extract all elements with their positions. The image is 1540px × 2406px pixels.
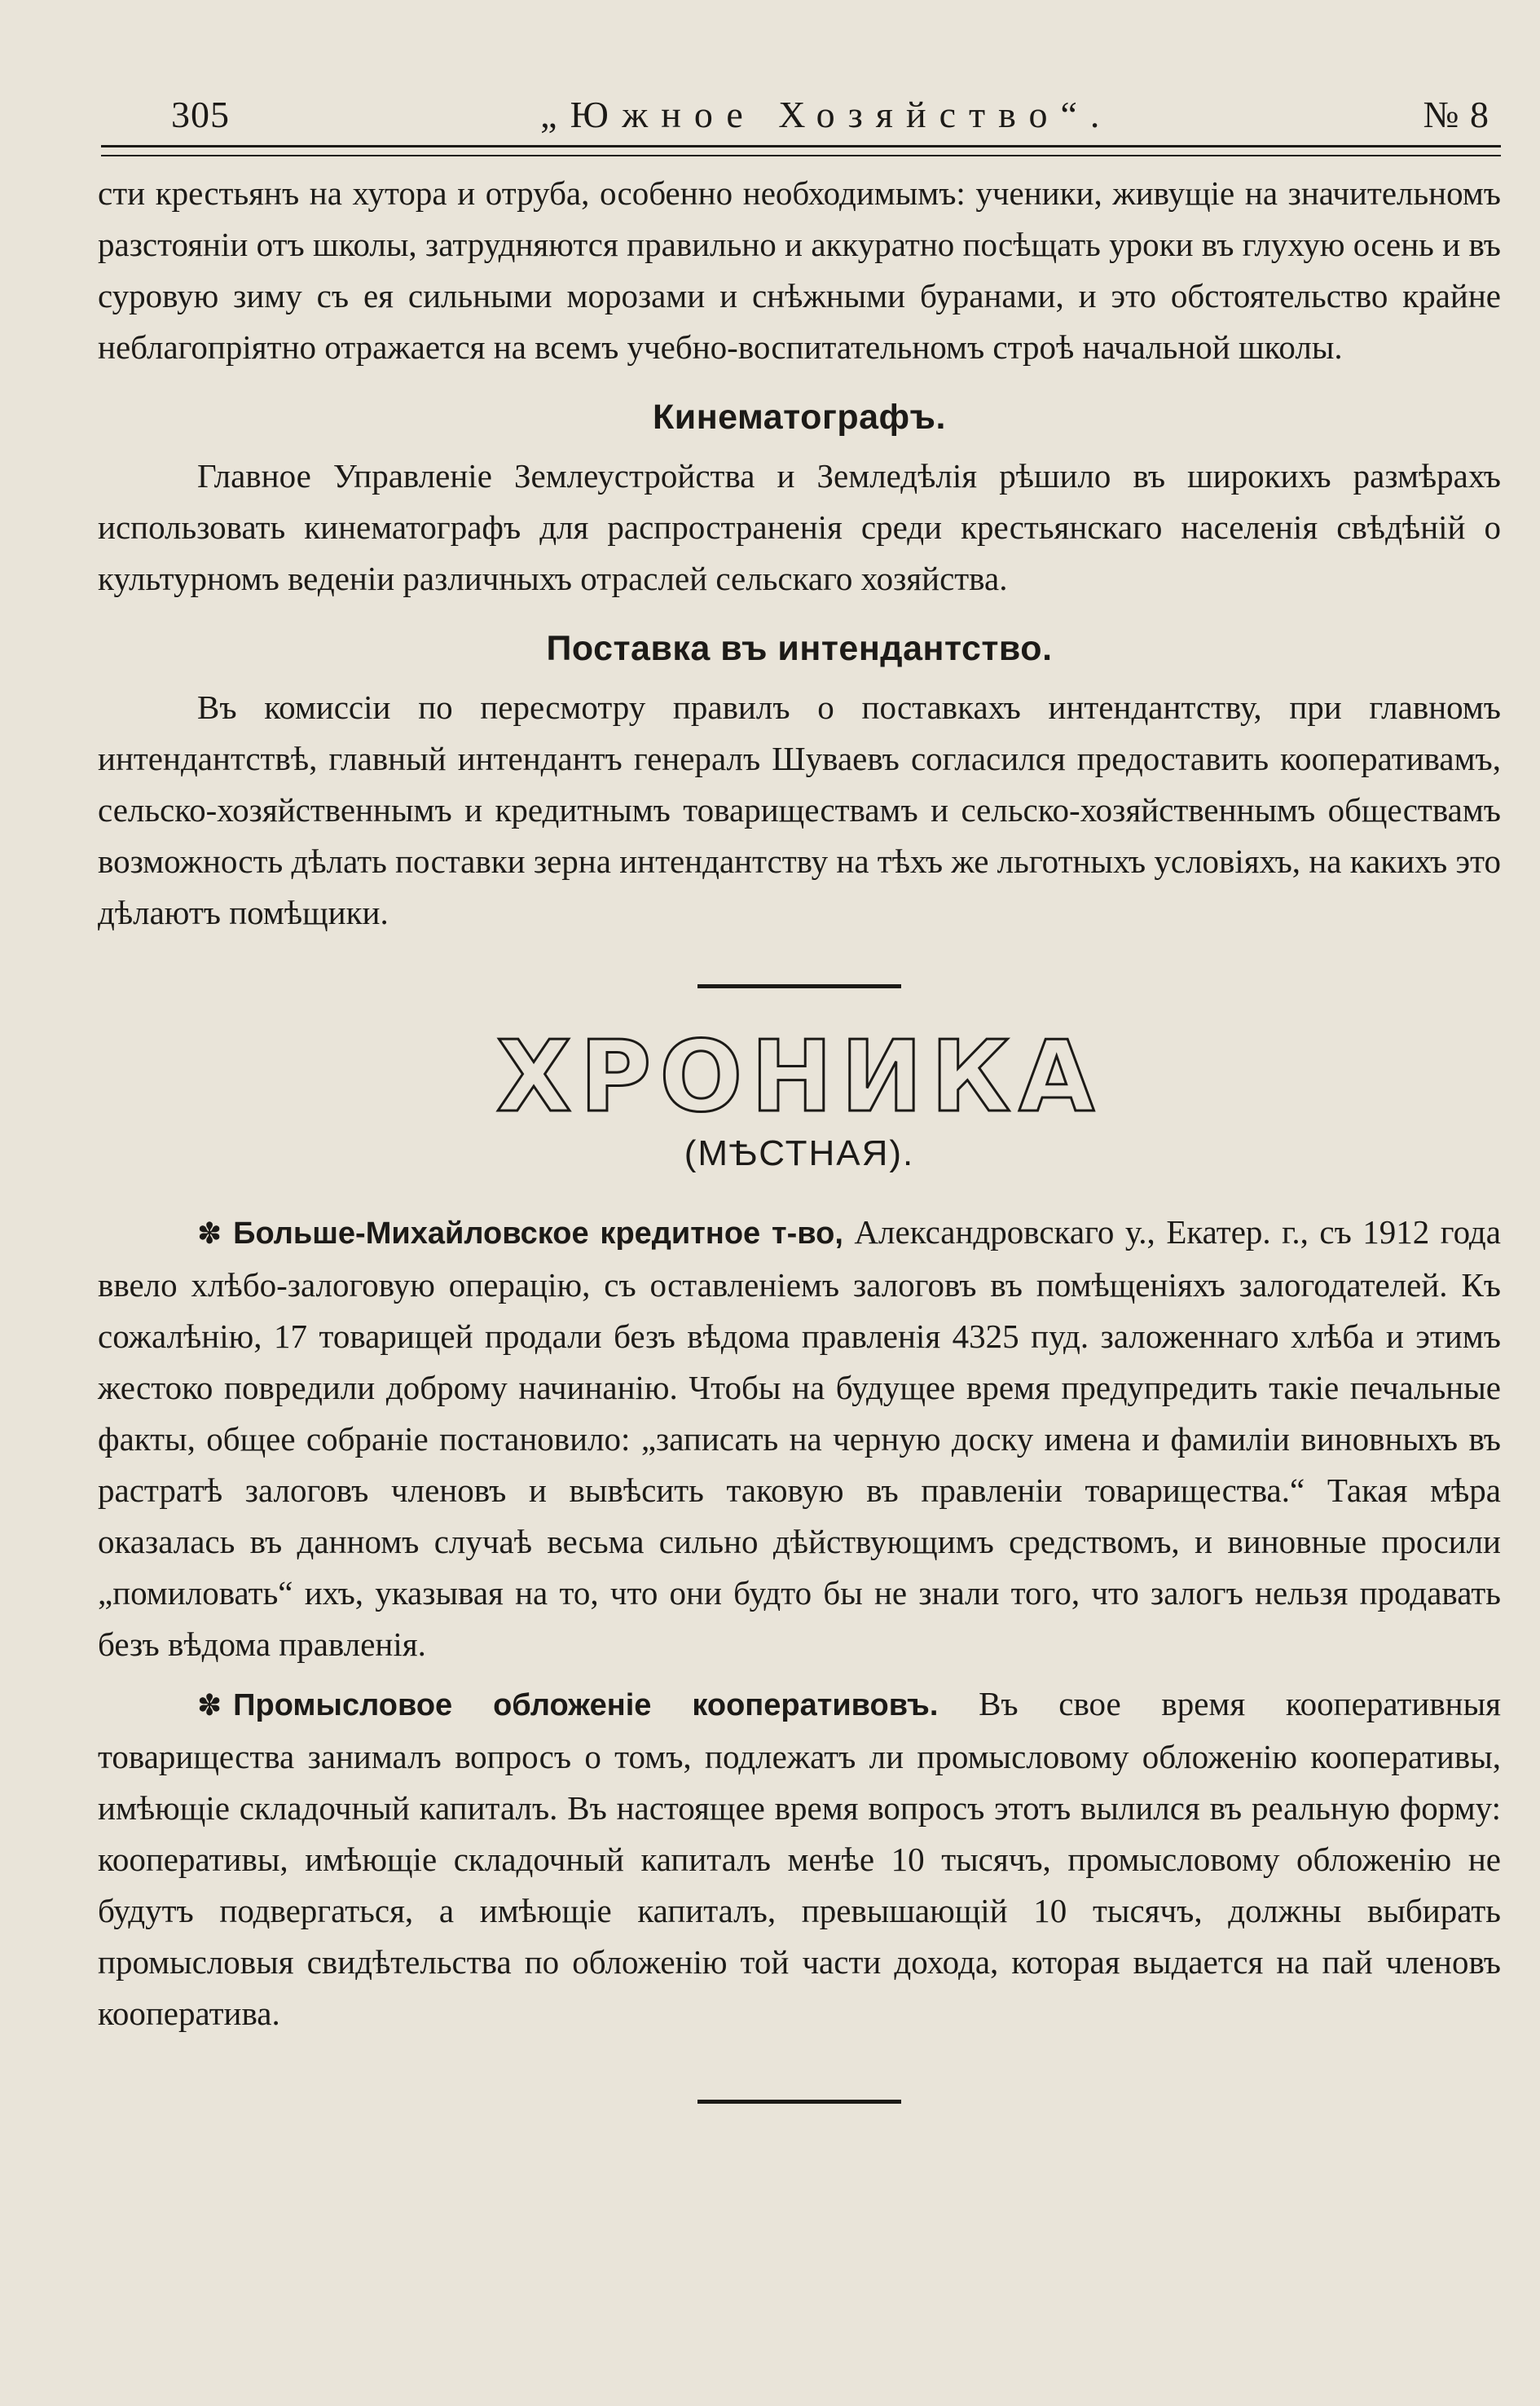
asterism-icon: ✽ <box>197 1217 222 1250</box>
end-divider <box>697 2100 901 2104</box>
news-item <box>98 1207 1501 1670</box>
chronicle-heading: ХРОНИКА <box>495 1021 1103 1134</box>
running-header <box>98 96 1501 134</box>
chronicle-subheading: (МѢСТНАЯ). <box>684 1133 915 1173</box>
section-body-cinema <box>98 451 1501 605</box>
journal-title: „Южное Хозяйство“. <box>540 94 1113 135</box>
continued-paragraph <box>98 168 1501 373</box>
news-item <box>98 1678 1501 2039</box>
section-divider <box>697 984 901 988</box>
news-item-paragraph <box>98 1678 1501 2039</box>
section-body-supply <box>98 682 1501 939</box>
asterism-icon: ✽ <box>197 1689 222 1722</box>
section-title-cinema: Кинематографъ. <box>653 398 946 437</box>
news-item-text: Въ свое время кооперативныя товарищества занималъ вопросъ о томъ, подлежатъ ли промысловому обложенію кооперативы, имѣющіе складочный капиталъ. Въ настоящее время вопросъ этотъ вылился въ реальную форму: кооперативы, имѣющіе складочный капиталъ менѣе 10 тысячъ, промысловому обложенію не будутъ подвергаться, а имѣющіе капиталъ, превышающій 10 тысячъ, должны выбирать промысловыя свидѣтельства по обложенію той части дохода, которая выдается на пай членовъ кооператива. <box>98 1685 1502 2032</box>
news-item-heading: Промысловое обложеніе кооперативовъ. <box>233 1688 939 1722</box>
news-item-text: Александровскаго у., Екатер. г., съ 1912 года ввело хлѣбо-залоговую операцію, съ оставленіемъ залоговъ въ помѣщеніяхъ залогодателей. Къ сожалѣнію, 17 товарищей продали безъ вѣдома правленія 4325 пуд. заложеннаго хлѣба и этимъ жестоко повредили доброму начинанію. Чтобы на будущее время предупредить такіе печальные факты, общее собраніе постановило: „записать на черную доску имена и фамиліи виновныхъ въ растратѣ залоговъ членовъ и вывѣсить таковую въ правленіи товарищества.“ Такая мѣра оказалась въ данномъ случаѣ весьма сильно дѣйствующимъ средствомъ, и виновные просили „помиловать“ ихъ, указывая на то, что они будто бы не знали того, что залогъ нельзя продавать безъ вѣдома правленія. <box>98 1213 1501 1663</box>
header-rule <box>101 145 1501 156</box>
supply-text: Въ комиссіи по пересмотру правилъ о поставкахъ интендантству, при главномъ интендантствѣ, главный интендантъ генералъ Шуваевъ согласился предоставить кооперативамъ, сельско-хозяйственнымъ и кредитнымъ товариществамъ и сельско-хозяйственнымъ обществамъ возможность дѣлать поставки зерна интендантству на тѣхъ же льготныхъ условіяхъ, на какихъ это дѣлаютъ помѣщики. <box>98 688 1501 931</box>
section-title-supply: Поставка въ интендантство. <box>546 629 1053 668</box>
news-item-paragraph <box>98 1207 1501 1670</box>
news-item-heading: Больше-Михайловское кредитное т-во, <box>233 1216 843 1251</box>
page-number: 305 <box>171 94 230 135</box>
issue-number: № 8 <box>1423 94 1489 135</box>
cinema-text: Главное Управленіе Землеустройства и Земледѣлія рѣшило въ широкихъ размѣрахъ использовать кинематографъ для распространенія среди крестьянскаго населенія свѣдѣній о культурномъ веденіи различныхъ отраслей сельскаго хозяйства. <box>98 457 1501 597</box>
intro-text: сти крестьянъ на хутора и отруба, особенно необходимымъ: ученики, живущіе на значительномъ разстояніи отъ школы, затрудняются правильно и аккуратно посѣщать уроки въ глухую осень и въ суровую зиму съ ея сильными морозами и снѣжными буранами, и это обстоятельство крайне неблагопріятно отражается на всемъ учебно-воспитательномъ строѣ начальной школы. <box>98 174 1501 366</box>
